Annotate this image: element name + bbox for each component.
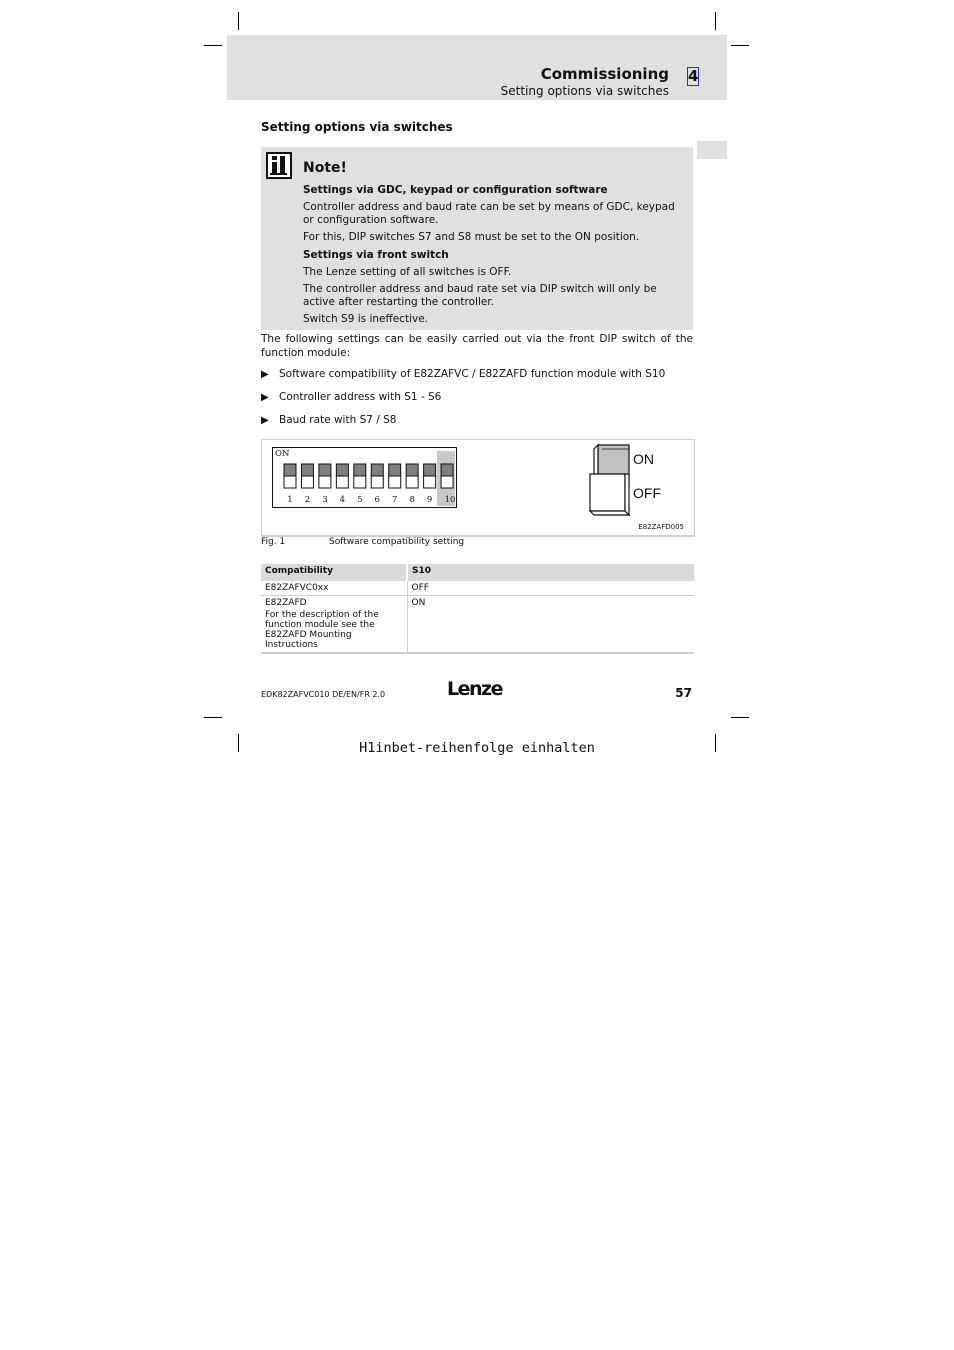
dip-switch-number: 1	[287, 495, 293, 505]
table-row	[261, 581, 694, 596]
list-item: ▶ Baud rate with S7 / S8	[261, 414, 397, 426]
dip-switch-upper	[301, 464, 313, 476]
note-paragraph: The controller address and baud rate set via DIP switch will only be active after restarting the controller.	[303, 283, 657, 308]
dip-switch-upper	[406, 464, 418, 476]
dip-switch-upper	[354, 464, 366, 476]
note-paragraph: The Lenze setting of all switches is OFF.	[303, 266, 512, 278]
legend-on-label: ON	[633, 451, 654, 467]
dip-switch-lower	[424, 476, 436, 488]
table-header-cell: S10	[407, 564, 694, 581]
table-header-row	[261, 564, 694, 581]
dip-switch-lower	[301, 476, 313, 488]
figure-caption-label: Fig. 1	[261, 537, 286, 547]
dip-switch-lower	[406, 476, 418, 488]
bottom-note: H1inbet-reihenfolge einhalten	[359, 740, 595, 756]
dip-switch-upper	[424, 464, 436, 476]
section-heading: Setting options via switches	[261, 120, 453, 134]
footer-doc-id: EDK82ZAFVC010 DE/EN/FR 2.0	[261, 690, 386, 699]
note-paragraph: For this, DIP switches S7 and S8 must be set to the ON position.	[303, 231, 640, 243]
dip-switch-number: 2	[304, 495, 311, 505]
table-row	[261, 596, 694, 654]
arrow-icon: ▶	[261, 415, 269, 426]
dip-switch-number: 7	[391, 495, 398, 505]
page-number: 57	[675, 686, 692, 700]
chapter-subtitle: Setting options via switches	[500, 84, 669, 98]
dip-switch-upper	[371, 464, 383, 476]
note-title: Note!	[303, 160, 347, 176]
side-tab	[697, 141, 727, 159]
table-cell: OFF	[407, 581, 694, 596]
crop-mark	[731, 45, 749, 46]
table-cell: ON	[407, 596, 694, 654]
dip-switch-upper	[389, 464, 401, 476]
info-icon	[266, 152, 292, 179]
intro-paragraph: The following settings can be easily carried out via the front DIP switch of the function module:	[261, 333, 693, 359]
table-header-cell: Compatibility	[261, 564, 407, 581]
dip-switch-lower	[441, 476, 453, 488]
crop-mark	[204, 45, 222, 46]
dip-switch-lower	[354, 476, 366, 488]
note-paragraph: Switch S9 is ineffective.	[303, 313, 429, 325]
dip-switch-upper	[441, 464, 453, 476]
dip-switch-number: 6	[374, 495, 380, 505]
dip-switch-number: 3	[322, 495, 328, 505]
dip-switch-upper	[336, 464, 348, 476]
dip-switch-lower	[319, 476, 331, 488]
arrow-icon: ▶	[261, 392, 269, 403]
dip-switch-number: 10	[444, 495, 456, 505]
list-item: ▶ Controller address with S1 - S6	[261, 391, 442, 403]
dip-switch-upper	[284, 464, 296, 476]
chapter-number: 4	[688, 67, 699, 85]
compatibility-table	[261, 564, 694, 654]
chapter-title: Commissioning	[540, 65, 669, 83]
dip-switch-lower	[371, 476, 383, 488]
note-paragraph: Controller address and baud rate can be set by means of GDC, keypad or configuration software.	[303, 201, 675, 226]
dip-on-label: ON	[275, 449, 290, 459]
crop-mark	[238, 12, 239, 30]
arrow-icon: ▶	[261, 369, 269, 380]
crop-mark	[731, 717, 749, 718]
crop-mark	[204, 717, 222, 718]
note-subheading: Settings via GDC, keypad or configuration software	[303, 184, 608, 196]
list-item: ▶ Software compatibility of E82ZAFVC / E82ZAFD function module with S10	[261, 368, 666, 380]
legend-off-label: OFF	[633, 485, 661, 501]
dip-switch-number: 4	[339, 495, 346, 505]
dip-switch-lower	[336, 476, 348, 488]
dip-switch-number: 8	[409, 495, 415, 505]
note-subheading: Settings via front switch	[303, 249, 449, 261]
lenze-logo: Lenze	[447, 678, 502, 700]
figure-id: E82ZAFD005	[638, 523, 684, 531]
dip-switch-lower	[389, 476, 401, 488]
dip-switch-figure	[261, 439, 694, 535]
dip-switch-number: 9	[426, 495, 433, 505]
table-cell: E82ZAFD For the description of the function module see the E82ZAFD Mounting Instructions	[261, 596, 407, 654]
crop-mark	[715, 12, 716, 30]
dip-switch-lower	[284, 476, 296, 488]
dip-switch-number: 5	[357, 495, 363, 505]
table-cell: E82ZAFVC0xx	[261, 581, 407, 596]
figure-caption-text: Software compatibility setting	[329, 537, 465, 547]
dip-switch-upper	[319, 464, 331, 476]
